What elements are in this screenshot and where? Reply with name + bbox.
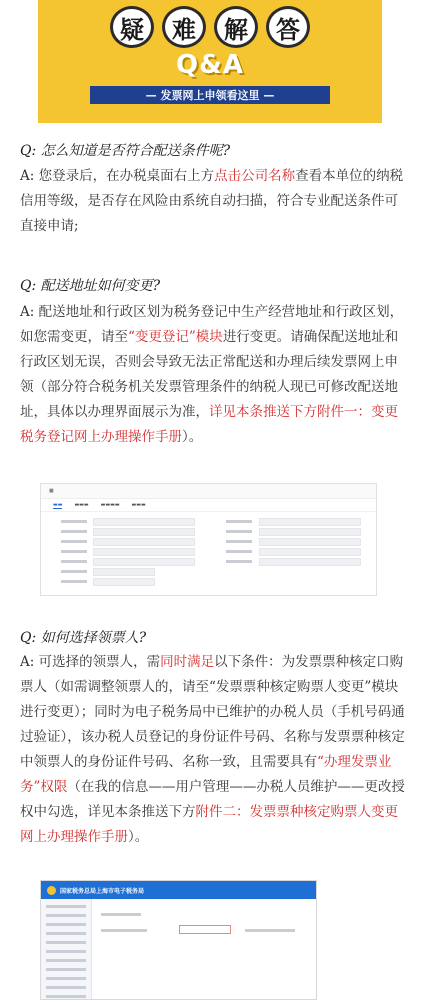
answer-highlight: “变更登记”模块 [128,329,223,345]
banner-char-3: 解 [214,6,258,48]
answer-text: ）。 [128,829,149,845]
screenshot-change-registration [40,483,377,596]
answer-text: A: 可选择的领票人，需 [20,654,161,670]
banner-qa-label: Q&A [176,50,244,80]
portal-title: 国家税务总局上海市电子税务局 [60,887,145,895]
answer-highlight: 同时满足 [160,654,215,670]
qa-banner [38,0,382,123]
portal-header [41,881,316,899]
answer-highlight: 附件二：发票票种核定购票人变更网上办理操作手册 [20,804,398,845]
screenshot-tabs: ▬▬ ▬▬▬ ▬▬▬▬ ▬▬▬ [41,499,376,512]
answer-text: A: 配送地址和行政区划为税务登记中生产经营地址和行政区划，如您需变更，请至 [20,304,404,345]
banner-char-4: 答 [266,6,310,48]
faq-answer-3 [20,650,405,850]
screenshot-header-bar: ■ [41,484,376,499]
answer-text: （在我的信息——用户管理——办税人员维护——更改授权中勾选，详见本条推送下方 [20,779,405,820]
faq-question-2: Q: 配送地址如何变更? [20,278,161,294]
answer-highlight: 点击公司名称 [214,168,296,184]
portal-main [97,909,312,995]
faq-question-1: Q: 怎么知道是否符合配送条件呢? [20,143,231,159]
banner-subtitle: — 发票网上申领看这里 — [90,86,330,104]
faq-answer-1 [20,164,405,239]
faq-question-3: Q: 如何选择领票人? [20,630,147,646]
emblem-icon [47,886,56,895]
answer-highlight: “办理发票业务”权限 [20,754,392,795]
banner-char-1: 疑 [110,6,154,48]
answer-text: 查看本单位的纳税信用等级，是否存在风险由系统自动扫描，符合专业配送条件可直接申请; [20,168,404,234]
answer-text: ）。 [182,429,203,445]
answer-highlight: 详见本条推送下方附件一：变更税务登记网上办理操作手册 [20,404,398,445]
faq-answer-2 [20,300,405,450]
answer-text: A: 您登录后，在办税桌面右上方 [20,168,215,184]
portal-sidebar [41,899,92,999]
screenshot-tax-portal [40,880,317,1000]
banner-title-chars [38,6,382,48]
answer-text: 进行变更。请确保配送地址和行政区划无误，否则会导致无法正常配送和办理后续发票网上申领（部分符合税务机关发票管理条件的纳税人现已可修改配送地址，具体以办理界面展示为准， [20,329,399,420]
answer-text: 以下条件：为发票票种核定口购票人（如需调整领票人的，请至“发票票种核定购票人变更”模块进行变更）；同时为电子税务局中已维护的办税人员（手机号码通过验证），该办税人员登记的身份证件号码、名称与发票票种核定中领票人的身份证件号码、名称一致，且需要具有 [20,654,405,770]
banner-char-2: 难 [162,6,206,48]
